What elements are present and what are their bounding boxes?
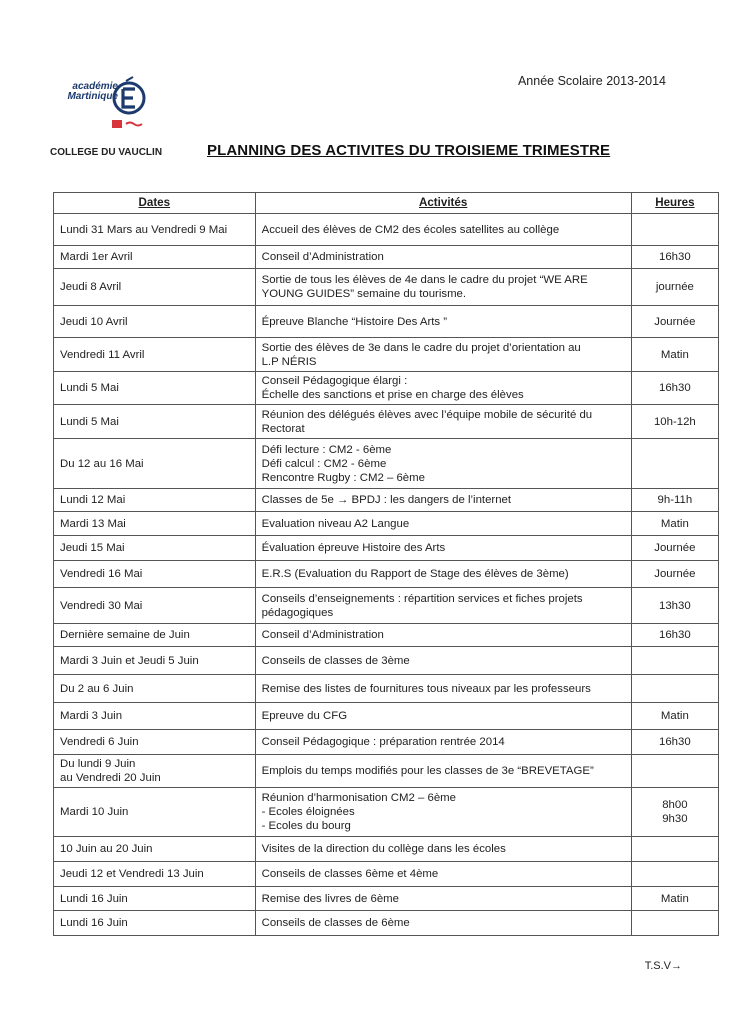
academie-emblem-icon xyxy=(112,72,148,132)
row-activity: Accueil des élèves de CM2 des écoles satellites au collège xyxy=(255,214,631,246)
row-date: Vendredi 30 Mai xyxy=(54,588,256,624)
row-hours xyxy=(631,214,718,246)
row-date: Vendredi 16 Mai xyxy=(54,561,256,588)
row-activity: E.R.S (Evaluation du Rapport de Stage des élèves de 3ème) xyxy=(255,561,631,588)
row-date: 10 Juin au 20 Juin xyxy=(54,837,256,862)
table-row xyxy=(54,755,719,788)
row-activity: Conseils de classes de 6ème xyxy=(255,911,631,936)
row-date: Lundi 31 Mars au Vendredi 9 Mai xyxy=(54,214,256,246)
table-row xyxy=(54,703,719,730)
row-hours: Matin xyxy=(631,338,718,372)
school-year: Année Scolaire 2013-2014 xyxy=(517,74,666,88)
row-activity: Défi lecture : CM2 - 6ème Défi calcul : CM2 - 6ème Rencontre Rugby : CM2 – 6ème xyxy=(255,439,631,489)
row-date: Lundi 16 Juin xyxy=(54,887,256,911)
row-activity: Classes de 5e → BPDJ : les dangers de l’internet xyxy=(255,489,631,512)
row-hours: Journée xyxy=(631,306,718,338)
table-row xyxy=(54,536,719,561)
row-date: Vendredi 6 Juin xyxy=(54,730,256,755)
row-date: Du 12 au 16 Mai xyxy=(54,439,256,489)
table-row xyxy=(54,405,719,439)
table-row xyxy=(54,306,719,338)
row-date: Jeudi 10 Avril xyxy=(54,306,256,338)
header-dates: Dates xyxy=(54,193,256,214)
row-activity: Épreuve Blanche “Histoire Des Arts ” xyxy=(255,306,631,338)
college-name: COLLEGE DU VAUCLIN xyxy=(50,147,163,158)
row-hours: Matin xyxy=(631,887,718,911)
row-activity: Réunion d’harmonisation CM2 – 6ème - Ecoles éloignées - Ecoles du bourg xyxy=(255,788,631,837)
row-activity: Sortie de tous les élèves de 4e dans le cadre du projet “WE ARE YOUNG GUIDES” semaine du tourisme. xyxy=(255,269,631,306)
row-activity: Emplois du temps modifiés pour les classes de 3e “BREVETAGE” xyxy=(255,755,631,788)
row-hours xyxy=(631,439,718,489)
academie-logo xyxy=(60,72,150,132)
row-date: Mardi 1er Avril xyxy=(54,246,256,269)
logo-line2: Martinique xyxy=(67,91,118,102)
row-activity: Conseils de classes de 3ème xyxy=(255,647,631,675)
row-activity: Epreuve du CFG xyxy=(255,703,631,730)
row-hours xyxy=(631,911,718,936)
row-date: Lundi 12 Mai xyxy=(54,489,256,512)
row-activity: Remise des livres de 6ème xyxy=(255,887,631,911)
row-hours xyxy=(631,837,718,862)
row-hours xyxy=(631,647,718,675)
row-activity: Conseil Pédagogique élargi : Échelle des sanctions et prise en charge des élèves xyxy=(255,372,631,405)
row-hours: Matin xyxy=(631,703,718,730)
row-date: Mardi 13 Mai xyxy=(54,512,256,536)
table-row xyxy=(54,730,719,755)
table-row xyxy=(54,561,719,588)
row-hours: journée xyxy=(631,269,718,306)
table-row xyxy=(54,338,719,372)
row-date: Jeudi 8 Avril xyxy=(54,269,256,306)
table-header-row xyxy=(54,193,719,214)
table-row xyxy=(54,887,719,911)
planning-table xyxy=(53,192,719,936)
table-row xyxy=(54,788,719,837)
row-hours: Journée xyxy=(631,561,718,588)
row-hours: Journée xyxy=(631,536,718,561)
row-activity: Conseil d’Administration xyxy=(255,246,631,269)
row-activity: Remise des listes de fournitures tous niveaux par les professeurs xyxy=(255,675,631,703)
row-activity: Conseil d’Administration xyxy=(255,624,631,647)
row-date: Lundi 16 Juin xyxy=(54,911,256,936)
table-row xyxy=(54,246,719,269)
row-activity: Réunion des délégués élèves avec l’équipe mobile de sécurité du Rectorat xyxy=(255,405,631,439)
row-date: Mardi 3 Juin et Jeudi 5 Juin xyxy=(54,647,256,675)
table-row xyxy=(54,372,719,405)
logo-line1: académie xyxy=(72,81,118,92)
table-row xyxy=(54,837,719,862)
row-activity: Visites de la direction du collège dans les écoles xyxy=(255,837,631,862)
row-hours: Matin xyxy=(631,512,718,536)
row-hours: 16h30 xyxy=(631,730,718,755)
table-row xyxy=(54,675,719,703)
row-date: Dernière semaine de Juin xyxy=(54,624,256,647)
table-row xyxy=(54,269,719,306)
page-title: PLANNING DES ACTIVITES DU TROISIEME TRIMESTRE xyxy=(207,142,611,159)
table-row xyxy=(54,911,719,936)
row-date: Lundi 5 Mai xyxy=(54,405,256,439)
row-hours: 9h-11h xyxy=(631,489,718,512)
row-hours xyxy=(631,862,718,887)
table-row xyxy=(54,489,719,512)
row-hours xyxy=(631,675,718,703)
row-activity: Conseils de classes 6ème et 4ème xyxy=(255,862,631,887)
table-row xyxy=(54,439,719,489)
row-hours: 16h30 xyxy=(631,246,718,269)
row-activity: Sortie des élèves de 3e dans le cadre du projet d’orientation au L.P NÉRIS xyxy=(255,338,631,372)
row-hours: 13h30 xyxy=(631,588,718,624)
row-date: Du 2 au 6 Juin xyxy=(54,675,256,703)
row-hours: 8h00 9h30 xyxy=(631,788,718,837)
row-hours xyxy=(631,755,718,788)
row-activity: Conseil Pédagogique : préparation rentrée 2014 xyxy=(255,730,631,755)
table-row xyxy=(54,214,719,246)
row-date: Mardi 10 Juin xyxy=(54,788,256,837)
logo-text xyxy=(60,82,118,102)
row-activity: Evaluation niveau A2 Langue xyxy=(255,512,631,536)
row-date: Jeudi 12 et Vendredi 13 Juin xyxy=(54,862,256,887)
row-activity: Conseils d’enseignements : répartition services et fiches projets pédagogiques xyxy=(255,588,631,624)
table-row xyxy=(54,588,719,624)
row-hours: 10h-12h xyxy=(631,405,718,439)
footer-tsv: T.S.V→ xyxy=(644,960,682,972)
row-hours: 16h30 xyxy=(631,372,718,405)
row-hours: 16h30 xyxy=(631,624,718,647)
header-hours: Heures xyxy=(631,193,718,214)
row-date: Du lundi 9 Juin au Vendredi 20 Juin xyxy=(54,755,256,788)
table-row xyxy=(54,647,719,675)
header-activities: Activités xyxy=(255,193,631,214)
table-row xyxy=(54,512,719,536)
row-activity: Évaluation épreuve Histoire des Arts xyxy=(255,536,631,561)
row-date: Mardi 3 Juin xyxy=(54,703,256,730)
row-date: Vendredi 11 Avril xyxy=(54,338,256,372)
table-row xyxy=(54,624,719,647)
row-date: Lundi 5 Mai xyxy=(54,372,256,405)
table-row xyxy=(54,862,719,887)
row-date: Jeudi 15 Mai xyxy=(54,536,256,561)
